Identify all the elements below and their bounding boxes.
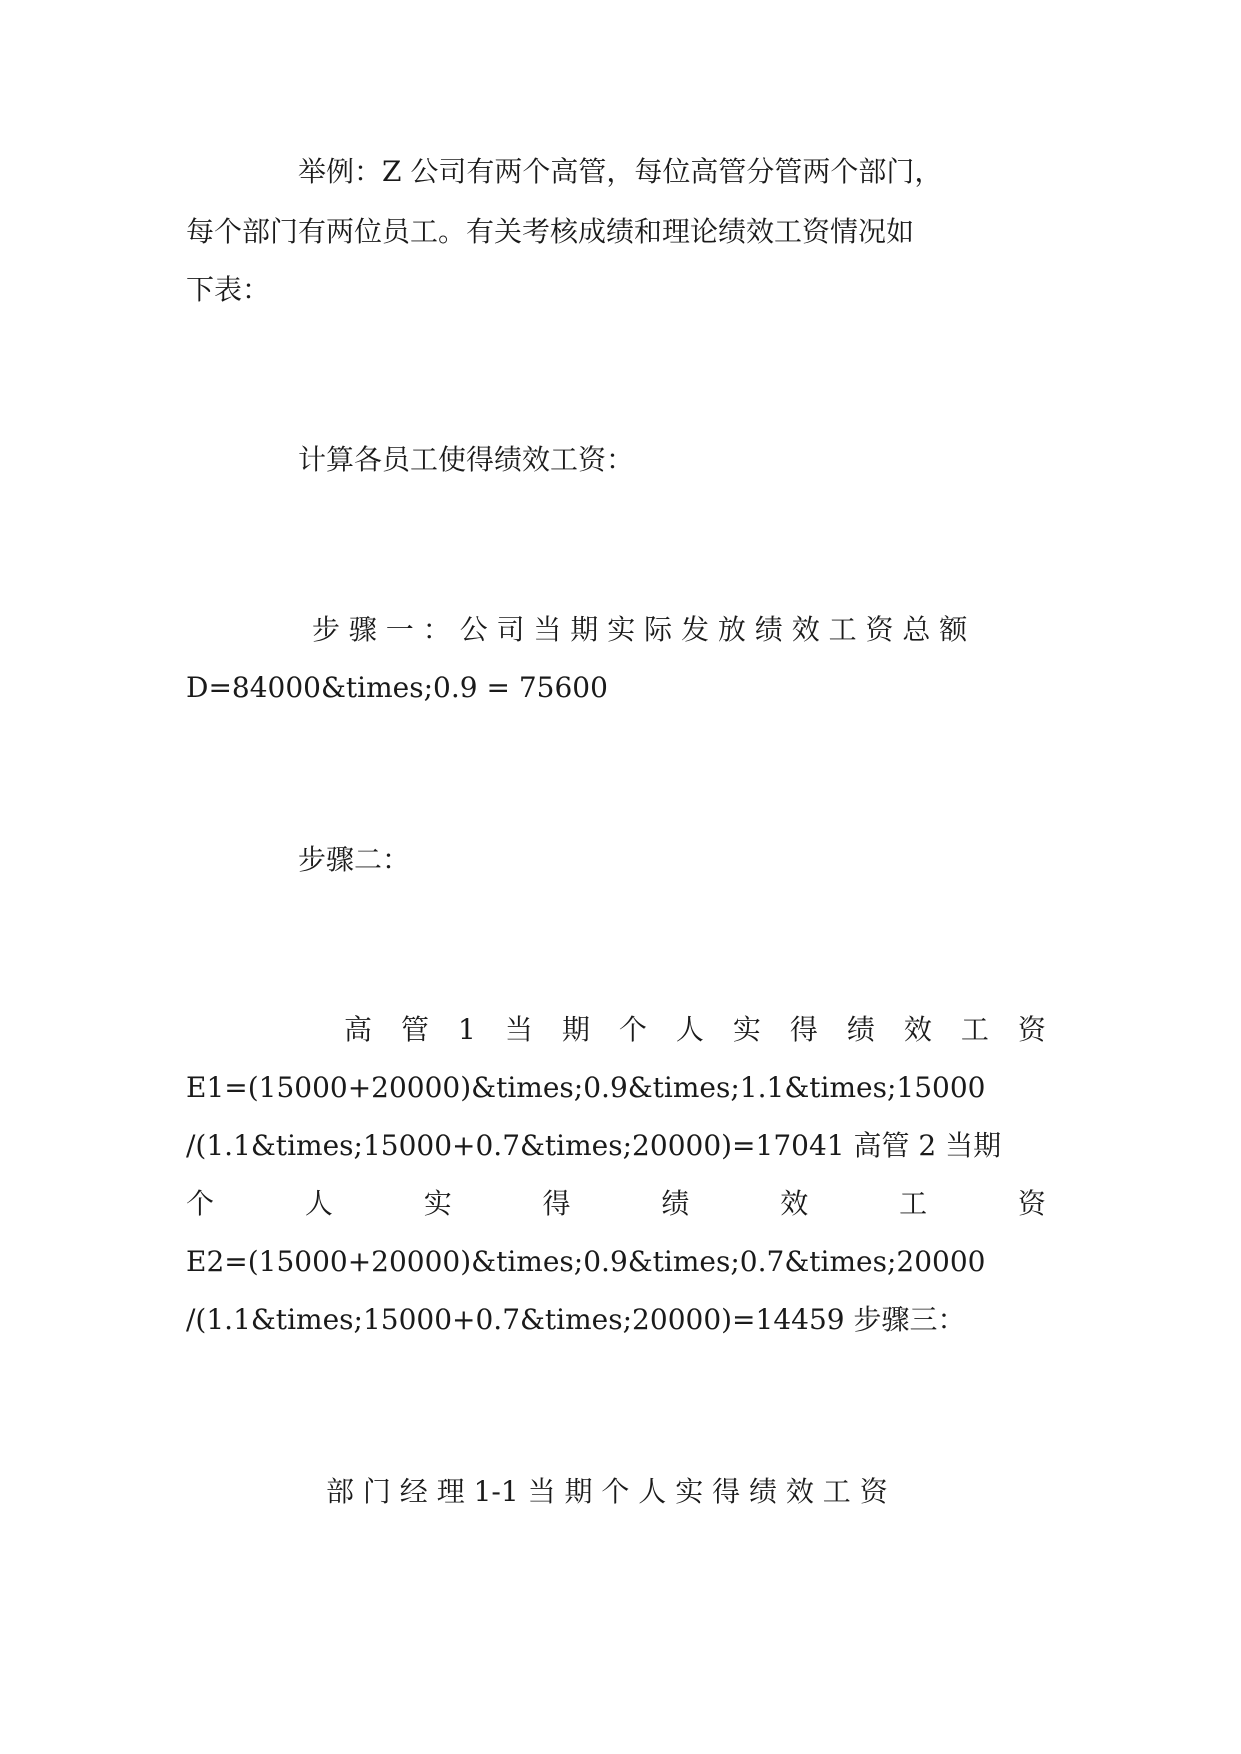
word: 个 xyxy=(186,1187,215,1220)
word: 实 xyxy=(423,1187,452,1220)
word: 管 xyxy=(401,1013,430,1046)
word: 工 xyxy=(960,1013,989,1046)
paragraph-5-line-5: E2=(15000+20000)&times;0.9&times;0.7&times;20000 xyxy=(186,1245,986,1278)
word: 资 xyxy=(1017,1013,1046,1046)
word: 效 xyxy=(903,1013,932,1046)
word: 1 xyxy=(458,1013,476,1046)
paragraph-5-line-2: E1=(15000+20000)&times;0.9&times;1.1&times;15000 xyxy=(186,1071,986,1104)
paragraph-3-line-2: D=84000&times;0.9 = 75600 xyxy=(186,671,608,704)
paragraph-5-line-4 xyxy=(186,1184,1046,1224)
paragraph-3-line-1: 步 骤 一 ： 公 司 当 期 实 际 发 放 绩 效 工 资 总 额 xyxy=(312,613,968,646)
paragraph-5-line-1 xyxy=(344,1010,1046,1050)
paragraph-5-line-3: /(1.1&times;15000+0.7&times;20000)=17041 高管 2 当期 xyxy=(186,1129,1002,1162)
word: 绩 xyxy=(846,1013,875,1046)
paragraph-5-line-6: /(1.1&times;15000+0.7&times;20000)=14459 步骤三： xyxy=(186,1303,966,1336)
word: 个 xyxy=(618,1013,647,1046)
word: 工 xyxy=(899,1187,928,1220)
paragraph-1-line-2: 每个部门有两位员工。有关考核成绩和理论绩效工资情况如 xyxy=(186,215,915,248)
paragraph-2: 计算各员工使得绩效工资： xyxy=(298,443,635,476)
word: 人 xyxy=(304,1187,333,1220)
paragraph-4: 步骤二： xyxy=(298,843,411,876)
paragraph-6: 部 门 经 理 1-1 当 期 个 人 实 得 绩 效 工 资 xyxy=(326,1475,888,1508)
word: 资 xyxy=(1017,1187,1046,1220)
paragraph-1-line-3: 下表： xyxy=(186,273,271,306)
word: 人 xyxy=(675,1013,704,1046)
paragraph-1-line-1: 举例：Z 公司有两个高管，每位高管分管两个部门， xyxy=(298,155,943,188)
word: 效 xyxy=(780,1187,809,1220)
word: 当 xyxy=(504,1013,533,1046)
word: 得 xyxy=(542,1187,571,1220)
word: 绩 xyxy=(661,1187,690,1220)
word: 期 xyxy=(561,1013,590,1046)
word: 高 xyxy=(344,1013,373,1046)
word: 得 xyxy=(789,1013,818,1046)
word: 实 xyxy=(732,1013,761,1046)
